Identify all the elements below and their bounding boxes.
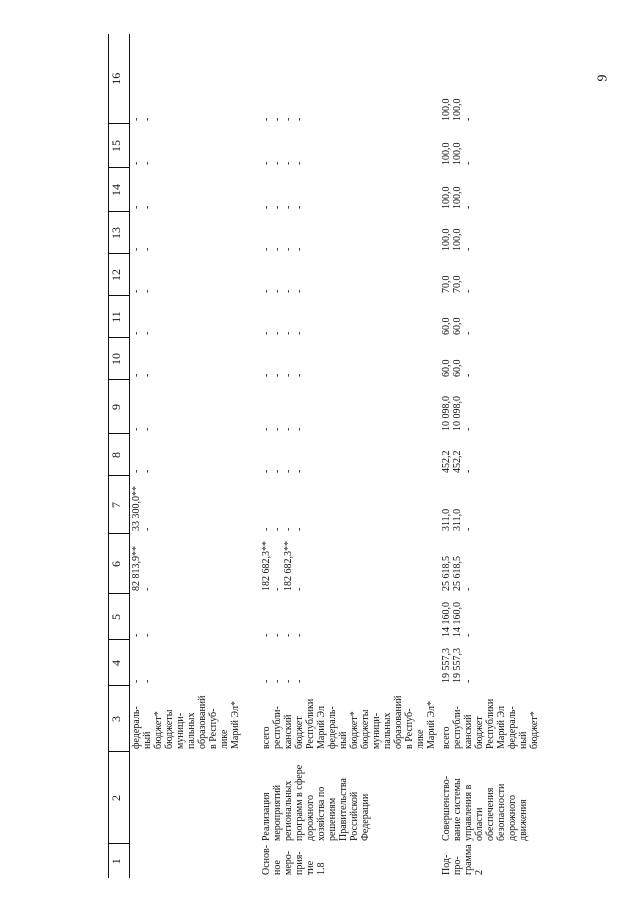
value-cell-col-11 (260, 296, 440, 338)
funding-source-line: Марий Эл (496, 706, 507, 749)
value-line: - (142, 205, 153, 209)
value-cell-col-11 (440, 296, 541, 338)
value-line: - (142, 527, 153, 531)
value-line: - (463, 427, 474, 431)
page-number: 9 (595, 74, 611, 82)
column-header: 1 (109, 844, 130, 878)
value-cell-col-7 (130, 476, 261, 534)
funding-source-line: лике (219, 729, 230, 749)
value-line: 100,0 (452, 98, 463, 121)
value-cell-col-14 (260, 168, 440, 212)
row-code-cell: Под-про-грамма 2 (441, 844, 485, 875)
funding-source-line: бюджеты (360, 709, 371, 749)
funding-source-line: пальных (382, 712, 393, 749)
value-line: - (294, 205, 305, 209)
value-line: 10 098,0 (441, 396, 452, 431)
value-cell-col-14 (130, 168, 261, 212)
value-line: - (261, 289, 272, 293)
value-line: 70,0 (452, 275, 463, 293)
funding-source-line: Марий Эл* (426, 701, 437, 749)
funding-source-line: бюджет (474, 716, 485, 749)
value-cell-col-13 (130, 212, 261, 254)
value-cell-col-6 (440, 534, 541, 594)
funding-source-line: образований (197, 695, 208, 749)
value-line: - (463, 587, 474, 591)
funding-source-line: федераль- (327, 706, 338, 749)
table-row (130, 34, 261, 878)
value-line: - (261, 679, 272, 683)
column-header: 14 (109, 168, 130, 212)
value-line: 10 098,0 (452, 396, 463, 431)
value-line: 60,0 (441, 317, 452, 335)
value-line: - (142, 679, 153, 683)
value-line: - (131, 679, 142, 683)
funding-source-line: образований (393, 695, 404, 749)
value-cell-col-16 (260, 34, 440, 124)
value-line: 182 682,3** (261, 541, 272, 591)
value-line: - (283, 161, 294, 165)
funding-source-line: ный (518, 731, 529, 749)
value-line: 452,2 (452, 450, 463, 473)
column-header: 15 (109, 124, 130, 168)
value-line: - (272, 289, 283, 293)
value-line: 100,0 (441, 98, 452, 121)
value-line: - (272, 427, 283, 431)
value-line: - (463, 117, 474, 121)
value-line: 25 618,5 (441, 556, 452, 591)
value-line: - (272, 679, 283, 683)
value-line: - (142, 289, 153, 293)
funding-source-line: бюджеты (164, 709, 175, 749)
value-line: 19 557,3 (441, 648, 452, 683)
value-line: - (272, 117, 283, 121)
value-line: 60,0 (441, 359, 452, 377)
value-line: - (463, 247, 474, 251)
value-line: - (283, 527, 294, 531)
funding-source-line: муници- (175, 712, 186, 749)
funding-source-line: лике (415, 729, 426, 749)
rotated-table-container (108, 34, 540, 878)
value-line: - (261, 161, 272, 165)
value-cell-col-8 (440, 434, 541, 476)
value-cell-col-4 (440, 640, 541, 686)
funding-source-line: бюджет (294, 716, 305, 749)
value-cell-col-5 (130, 594, 261, 640)
value-line: - (283, 469, 294, 473)
value-cell-col-16 (130, 34, 261, 124)
value-cell-col-10 (260, 338, 440, 380)
table-body (130, 34, 542, 878)
value-cell-col-12 (440, 254, 541, 296)
value-line: - (283, 373, 294, 377)
value-line: 14 160,0 (452, 602, 463, 637)
column-header: 13 (109, 212, 130, 254)
funding-source-line: Республики (305, 698, 316, 749)
value-line: - (272, 247, 283, 251)
value-line: - (131, 331, 142, 335)
value-line: - (463, 679, 474, 683)
funding-source-line: бюджет* (529, 711, 540, 749)
funding-table (108, 34, 541, 878)
value-line: - (142, 373, 153, 377)
column-number-row (109, 34, 130, 878)
value-line: 33 300,0** (131, 486, 142, 531)
value-line: - (131, 289, 142, 293)
value-line: - (131, 161, 142, 165)
value-line: - (294, 587, 305, 591)
value-line: - (142, 331, 153, 335)
funding-source-line: Марий Эл* (230, 701, 241, 749)
column-header: 4 (109, 640, 130, 686)
value-line: - (272, 331, 283, 335)
funding-source-line: бюджет* (349, 711, 360, 749)
funding-source-line: республи- (452, 706, 463, 749)
value-line: 70,0 (441, 275, 452, 293)
value-line: - (283, 331, 294, 335)
value-line: - (142, 633, 153, 637)
value-line: - (131, 427, 142, 431)
value-line: 311,0 (452, 508, 463, 531)
row-code-cell: Основ-ное меро-прия-тие 1.8 (261, 844, 327, 875)
column-header: 8 (109, 434, 130, 476)
value-line: - (261, 633, 272, 637)
value-line: - (261, 205, 272, 209)
value-line: - (131, 373, 142, 377)
value-line: 100,0 (452, 186, 463, 209)
value-cell-col-15 (260, 124, 440, 168)
table-row (440, 34, 541, 878)
value-cell-col-6 (130, 534, 261, 594)
funding-source-cell (130, 686, 261, 752)
value-line: - (261, 373, 272, 377)
value-line: - (261, 117, 272, 121)
value-line: - (294, 527, 305, 531)
value-line: - (283, 633, 294, 637)
column-header: 2 (109, 752, 130, 844)
value-line: - (294, 117, 305, 121)
value-line: - (283, 679, 294, 683)
value-line: 14 160,0 (441, 602, 452, 637)
funding-source-line: пальных (186, 712, 197, 749)
value-line: - (463, 373, 474, 377)
funding-source-line: бюджет* (153, 711, 164, 749)
funding-source-cell (440, 686, 541, 752)
row-title-cell (130, 752, 261, 844)
value-cell-col-11 (130, 296, 261, 338)
column-header: 6 (109, 534, 130, 594)
column-header: 7 (109, 476, 130, 534)
value-line: - (463, 161, 474, 165)
value-line: - (272, 161, 283, 165)
value-line: 19 557,3 (452, 648, 463, 683)
column-header: 16 (109, 34, 130, 124)
value-cell-col-9 (130, 380, 261, 434)
value-cell-col-9 (440, 380, 541, 434)
value-line: 25 618,5 (452, 556, 463, 591)
column-header: 10 (109, 338, 130, 380)
value-line: - (142, 247, 153, 251)
value-line: - (463, 633, 474, 637)
funding-source-line: федераль- (507, 706, 518, 749)
value-line: - (131, 633, 142, 637)
value-cell-col-9 (260, 380, 440, 434)
value-line: - (283, 427, 294, 431)
value-line: - (283, 289, 294, 293)
value-line: 452,2 (441, 450, 452, 473)
value-line: - (272, 205, 283, 209)
value-line: 100,0 (452, 142, 463, 165)
value-line: - (272, 633, 283, 637)
column-header: 9 (109, 380, 130, 434)
row-code-cell (130, 844, 261, 878)
value-line: 82 813,9** (131, 546, 142, 591)
funding-source-line: канский (463, 714, 474, 749)
value-line: - (272, 469, 283, 473)
value-line: 182 682,3** (283, 541, 294, 591)
value-cell-col-13 (440, 212, 541, 254)
value-line: 100,0 (452, 228, 463, 251)
value-line: - (272, 373, 283, 377)
value-cell-col-16 (440, 34, 541, 124)
value-line: - (463, 469, 474, 473)
value-line: - (463, 527, 474, 531)
value-line: - (261, 527, 272, 531)
value-line: 100,0 (441, 228, 452, 251)
value-line: - (294, 289, 305, 293)
column-header: 3 (109, 686, 130, 752)
table-row (260, 34, 440, 878)
value-line: - (283, 205, 294, 209)
value-line: - (142, 427, 153, 431)
value-line: - (261, 247, 272, 251)
value-line: 100,0 (441, 142, 452, 165)
row-title-cell: Реализация мероприятий региональных программ в сфере дорожного хозяйства по решениям Правительства Российской Федерации (261, 764, 371, 841)
value-line: - (294, 633, 305, 637)
value-line: 60,0 (452, 359, 463, 377)
funding-source-line: муници- (371, 712, 382, 749)
value-cell-col-10 (440, 338, 541, 380)
value-cell-col-6 (260, 534, 440, 594)
funding-source-line: Республики (485, 698, 496, 749)
value-cell-col-13 (260, 212, 440, 254)
value-line: - (131, 205, 142, 209)
value-cell-col-15 (130, 124, 261, 168)
value-line: 100,0 (441, 186, 452, 209)
column-header: 11 (109, 296, 130, 338)
value-line: - (142, 587, 153, 591)
value-cell-col-5 (440, 594, 541, 640)
value-line: - (294, 161, 305, 165)
value-line: - (272, 587, 283, 591)
value-line: - (294, 373, 305, 377)
funding-source-line: в Респуб- (404, 708, 415, 749)
value-line: - (131, 469, 142, 473)
value-line: - (131, 117, 142, 121)
row-title-cell: Совершенство-вание системы управления в области обеспечения безопасности дорожного движения (441, 775, 529, 841)
value-cell-col-8 (260, 434, 440, 476)
column-header: 5 (109, 594, 130, 640)
value-line: - (294, 247, 305, 251)
value-line: - (261, 427, 272, 431)
value-cell-col-7 (440, 476, 541, 534)
funding-source-line: ный (338, 731, 349, 749)
value-cell-col-5 (260, 594, 440, 640)
column-header: 12 (109, 254, 130, 296)
value-line: - (294, 427, 305, 431)
value-cell-col-8 (130, 434, 261, 476)
value-line: - (463, 331, 474, 335)
value-line: - (261, 469, 272, 473)
funding-source-line: всего (261, 726, 272, 749)
value-line: - (463, 289, 474, 293)
value-line: - (272, 527, 283, 531)
value-line: - (142, 117, 153, 121)
value-line: - (142, 161, 153, 165)
value-line: - (283, 247, 294, 251)
funding-source-line: ный (142, 731, 153, 749)
value-line: 311,0 (441, 508, 452, 531)
value-cell-col-12 (130, 254, 261, 296)
value-line: 60,0 (452, 317, 463, 335)
funding-source-line: федераль- (131, 706, 142, 749)
funding-source-cell (260, 686, 440, 752)
value-cell-col-15 (440, 124, 541, 168)
value-line: - (142, 469, 153, 473)
value-cell-col-12 (260, 254, 440, 296)
value-cell-col-4 (130, 640, 261, 686)
funding-source-line: канский (283, 714, 294, 749)
value-cell-col-4 (260, 640, 440, 686)
funding-source-line: всего (441, 726, 452, 749)
value-line: - (294, 469, 305, 473)
value-line: - (261, 331, 272, 335)
value-cell-col-7 (260, 476, 440, 534)
value-line: - (283, 117, 294, 121)
funding-source-line: в Респуб- (208, 708, 219, 749)
value-line: - (463, 205, 474, 209)
value-line: - (294, 679, 305, 683)
value-line: - (131, 247, 142, 251)
funding-source-line: Марий Эл (316, 706, 327, 749)
funding-source-line: республи- (272, 706, 283, 749)
value-cell-col-10 (130, 338, 261, 380)
value-cell-col-14 (440, 168, 541, 212)
value-line: - (294, 331, 305, 335)
